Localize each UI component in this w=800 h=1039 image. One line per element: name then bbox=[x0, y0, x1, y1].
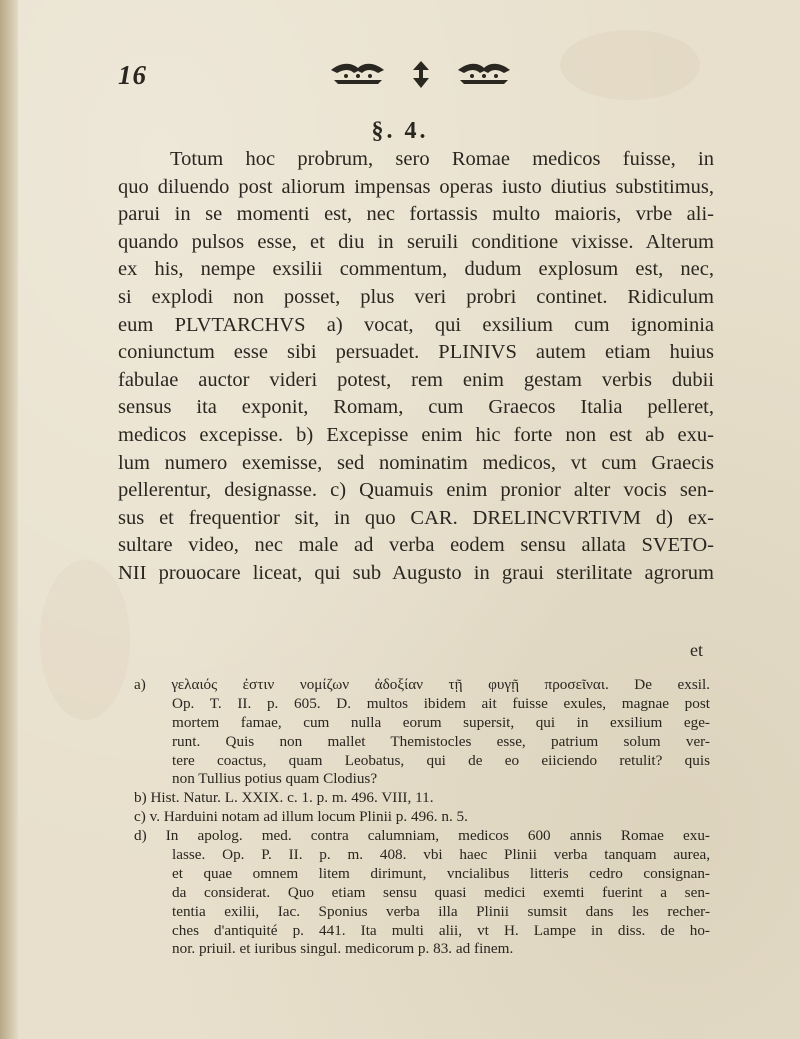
text-line: ex his, nempe exsilii commentum, dudum explosum est, nec, bbox=[118, 258, 714, 281]
footnote-line: tentia exilii, Iac. Sponius verba illa Plinii sumsit dans les recher- bbox=[172, 902, 710, 920]
text-line: Totum hoc probrum, sero Romae medicos fuisse, in bbox=[170, 148, 714, 170]
footnote-line: b) Hist. Natur. L. XXIX. c. 1. p. m. 496. VIII, 11. bbox=[134, 789, 434, 807]
footnote-line: c) v. Harduini notam ad illum locum Plinii p. 496. n. 5. bbox=[134, 808, 468, 826]
footnote-line: da considerat. Quo etiam sensu quasi medici exemti fuerint a sen- bbox=[172, 883, 710, 901]
text-line: quando pulsos esse, et diu in seruili conditione vixisse. Alterum bbox=[118, 230, 714, 253]
text-line: quo diluendo post aliorum impensas operas iusto diutius substitimus, bbox=[118, 175, 714, 198]
page-header bbox=[118, 52, 718, 92]
footnote-line: lasse. Op. P. II. p. m. 408. vbi haec Plinii verba tanquam aurea, bbox=[172, 846, 710, 864]
text-line: coniunctum esse sibi persuadet. PLINIVS autem etiam huius bbox=[118, 341, 714, 364]
footnote-line: mortem famae, cum nulla eorum supersit, qui in exsilium ege- bbox=[172, 713, 710, 731]
footnote-line: nor. priuil. et iuribus singul. medicorum p. 83. ad finem. bbox=[172, 940, 514, 958]
text-line: eum PLVTARCHVS a) vocat, qui exsilium cum ignominia bbox=[118, 313, 714, 336]
section-heading: §. 4. bbox=[371, 118, 429, 144]
text-line: lum numero exemisse, sed nominatim medicos, vt cum Graecis bbox=[118, 451, 714, 474]
catchword: et bbox=[690, 640, 703, 660]
footnote-line: d) In apolog. med. contra calumniam, medicos 600 annis Romae exu- bbox=[134, 827, 710, 845]
footnote-line: non Tullius potius quam Clodius? bbox=[172, 770, 378, 788]
page-number: 16 bbox=[118, 60, 147, 90]
text-line: medicos excepisse. b) Excepisse enim hic forte non est ab exu- bbox=[118, 423, 714, 446]
text-line: sultare video, nec male ad verba eodem sensu allata SVETO- bbox=[118, 534, 714, 557]
text-line: pellerentur, designasse. c) Quamuis enim pronior alter vocis sen- bbox=[118, 479, 714, 502]
footnote-line: et quae omnem litem dirimunt, vncialibus litteris cedro consignan- bbox=[172, 864, 710, 882]
footnotes bbox=[134, 676, 710, 959]
text-line: si explodi non posset, plus veri probri continet. Ridiculum bbox=[118, 285, 714, 308]
main-text bbox=[118, 146, 714, 588]
text-line: parui in se momenti est, nec fortassis multo maioris, vrbe ali- bbox=[118, 203, 714, 226]
footnote-line: ches d'antiquité p. 441. Ita multi alii, vt H. Lampe in diss. de ho- bbox=[172, 921, 710, 939]
text-line: sus et frequentior sit, in quo CAR. DRELINCVRTIVM d) ex- bbox=[118, 506, 714, 529]
paper-stain bbox=[40, 560, 130, 720]
footnote-line: Op. T. II. p. 605. D. multos ibidem ait fuisse exules, magnae post bbox=[172, 694, 710, 712]
text-line: NII prouocare liceat, qui sub Augusto in graui sterilitate agrorum bbox=[118, 561, 714, 584]
text-line: sensus ita exponit, Romam, cum Graecos Italia pelleret, bbox=[118, 396, 714, 419]
footnote-line: a) γελαιός ἐστιν νομίζων ἀδοξίαν τῇ φυγῇ προσεῖναι. De exsil. bbox=[134, 676, 710, 693]
footnote-line: runt. Quis non mallet Themistocles esse, patrium solum ver- bbox=[172, 732, 710, 750]
page-edge-shadow bbox=[0, 0, 18, 1039]
headpiece-ornament-icon bbox=[326, 58, 516, 90]
text-line: fabulae auctor videri potest, rem enim gestam verbis dubii bbox=[118, 368, 714, 391]
footnote-line: tere coactus, quam Leobatus, qui de eo eiiciendo retulit? quis bbox=[172, 751, 710, 769]
